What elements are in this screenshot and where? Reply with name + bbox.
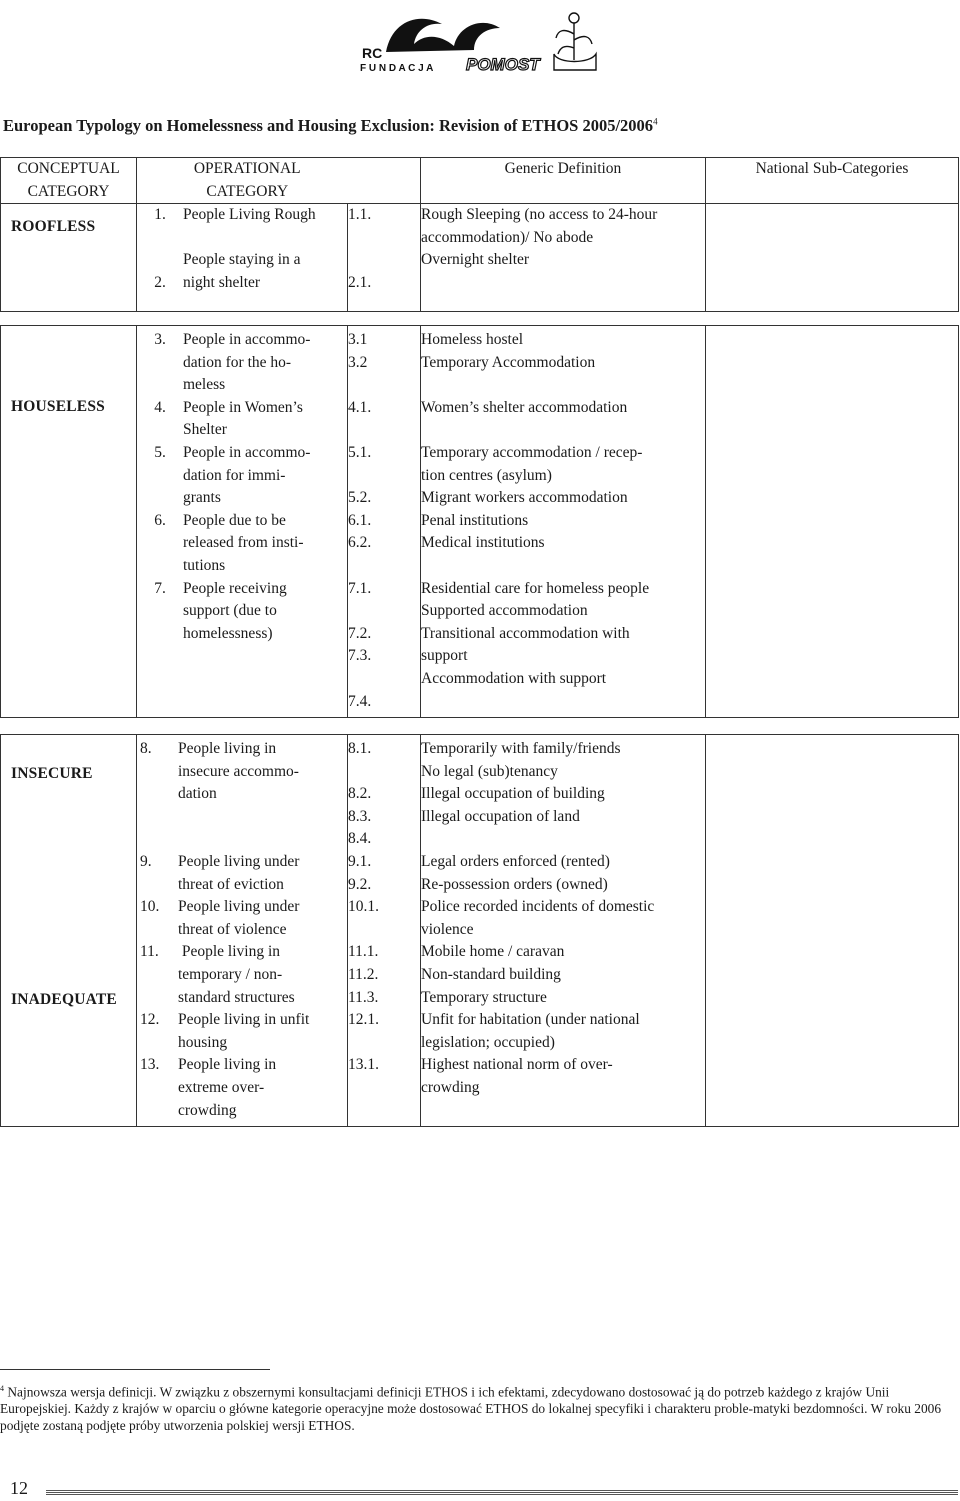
operational-text: threat of eviction: [178, 875, 284, 893]
header-national-subcategories: National Sub-Categories: [706, 158, 959, 204]
logo-wave-icon: [386, 19, 500, 52]
footnote-mark: 4: [0, 1384, 4, 1393]
operational-line: [137, 828, 347, 851]
houseless-generic: [421, 326, 706, 718]
generic-definition-line: violence: [421, 920, 474, 938]
operational-text: extreme over-: [178, 1078, 265, 1096]
fundacja-pomost-logo: [358, 4, 614, 76]
generic-definition-line: Supported accommodation: [421, 602, 588, 620]
definition-code: 8.1.: [348, 740, 372, 757]
definition-code: 6.1.: [348, 511, 372, 529]
generic-definition-line: Re-possession orders (owned): [421, 875, 608, 893]
generic-definition-line: Temporary accommodation / recep-: [421, 443, 643, 461]
operational-text: tutions: [183, 556, 226, 574]
operational-number: [137, 532, 183, 555]
definition-code: 12.1.: [348, 1011, 379, 1029]
logo-pomost: POMOST: [466, 55, 540, 74]
operational-line: [137, 964, 347, 987]
operational-number: [137, 691, 183, 714]
ethos-table-insecure: [0, 734, 959, 1127]
operational-text: People living in: [178, 1056, 277, 1074]
operational-line: [137, 874, 347, 897]
operational-text: homelessness): [183, 624, 273, 642]
operational-text: People in accommo-: [183, 443, 311, 461]
generic-definition-line: Non-standard building: [421, 965, 561, 983]
operational-number: [137, 1032, 178, 1055]
page-footer-rule: [46, 1490, 958, 1496]
title-footnote-mark: 4: [653, 116, 658, 127]
operational-line: [137, 691, 347, 714]
operational-line: [137, 761, 347, 784]
operational-number: [137, 352, 183, 375]
definition-code: 7.4.: [348, 692, 372, 710]
operational-text: People due to be: [183, 511, 286, 529]
operational-number: [137, 806, 178, 829]
ethos-table-houseless: [0, 325, 959, 718]
definition-code: 11.3.: [348, 988, 379, 1006]
roofless-national: [706, 204, 959, 312]
houseless-codes: [348, 326, 421, 718]
generic-definition-line: Women’s shelter accommodation: [421, 398, 628, 416]
operational-line: [137, 1054, 347, 1077]
definition-code: 4.1.: [348, 398, 372, 416]
operational-number: 9.: [140, 852, 152, 870]
operational-line: [137, 987, 347, 1010]
category-insecure-inadequate: [1, 735, 137, 1127]
generic-definition-line: Temporary Accommodation: [421, 353, 596, 371]
generic-definition-line: [421, 691, 705, 714]
operational-text: standard structures: [178, 988, 295, 1006]
operational-text: grants: [183, 489, 221, 507]
footnote: $^4$ Najnowsza wersja definicji. W związku z obszernymi konsultacjami definicji ETHOS i ich efektami, zdecydowano dostosować ją do potrzeb każdego z krajów Unii Europejskiej. Każdy z krajów w oparciu o główne kategorie operacyjne może dostosować ETHOS do lokalnej specyfiki i charakteru proble-matyki bezdomności. W roku 2006 podjęte zostaną podjęte próby utworzenia polskiej wersji ETHOS.: [0, 1384, 942, 1434]
operational-text: dation for the ho-: [183, 353, 292, 371]
operational-line: [137, 510, 347, 533]
definition-code: 3.2: [348, 353, 368, 371]
insecure-operational: [137, 735, 348, 1127]
insecure-generic: [421, 735, 706, 1127]
definition-code: [348, 1032, 420, 1055]
generic-definition-line: Mobile home / caravan: [421, 943, 565, 961]
operational-number: [137, 964, 178, 987]
definition-code: 9.1.: [348, 852, 372, 870]
operational-line: [137, 1077, 347, 1100]
logo-rc: RC: [362, 45, 383, 61]
operational-text: crowding: [178, 1101, 237, 1119]
operational-number: [137, 374, 183, 397]
operational-number: [137, 668, 183, 691]
operational-text: People living in: [178, 740, 277, 757]
operational-number: 5.: [154, 443, 166, 461]
definition-code: 3.1: [348, 331, 368, 348]
operational-line: [137, 1009, 347, 1032]
page-number: 12: [10, 1478, 28, 1498]
definition-code: 10.1.: [348, 898, 379, 916]
generic-definition-line: [421, 555, 705, 578]
definition-code: 7.1.: [348, 579, 372, 597]
generic-definition-line: Penal institutions: [421, 511, 529, 529]
operational-line: [137, 352, 347, 375]
definition-code: [348, 419, 420, 442]
operational-line: [137, 397, 347, 420]
definition-code: 7.2.: [348, 624, 372, 642]
generic-definition-line: Accommodation with support: [421, 669, 607, 687]
generic-definition-line: Illegal occupation of land: [421, 807, 580, 825]
definition-code: 6.2.: [348, 534, 372, 552]
definition-code: 5.1.: [348, 443, 372, 461]
definition-code: [348, 465, 420, 488]
operational-line: [137, 941, 347, 964]
operational-text: insecure accommo-: [178, 762, 299, 780]
generic-definition-line: tion centres (asylum): [421, 466, 552, 484]
operational-number: [137, 600, 183, 623]
operational-number: 4.: [154, 398, 166, 416]
roofless-generic: Rough Sleeping (no access to 24-hour accommodation)/ No abode Overnight shelter: [421, 204, 706, 312]
operational-line: [137, 623, 347, 646]
operational-line: [137, 738, 347, 761]
operational-line: [137, 578, 347, 601]
logo-fundacja: F U N D A C J A: [360, 63, 434, 74]
operational-line: [137, 329, 347, 352]
ethos-table-roofless: [0, 157, 959, 312]
operational-number: [137, 828, 178, 851]
definition-code: [348, 761, 420, 784]
operational-number: [137, 555, 183, 578]
operational-text: support (due to: [183, 602, 277, 620]
header-conceptual-category: CONCEPTUAL CATEGORY: [1, 158, 137, 204]
houseless-national: [706, 326, 959, 718]
operational-text: dation: [178, 785, 217, 803]
operational-text: temporary / non-: [178, 965, 283, 983]
operational-number: [137, 465, 183, 488]
operational-number: 13.: [140, 1056, 160, 1074]
document-title: European Typology on Homelessness and Housing Exclusion: Revision of ETHOS 2005/2006$^4$: [3, 116, 658, 135]
generic-definition-line: Homeless hostel: [421, 331, 524, 348]
generic-definition-line: Residential care for homeless people: [421, 579, 650, 597]
operational-text: People living in unfit: [178, 1011, 310, 1029]
operational-number: 6.: [154, 511, 166, 529]
operational-line: [137, 555, 347, 578]
operational-line: [137, 806, 347, 829]
operational-text: People receiving: [183, 579, 287, 597]
definition-code: 5.2.: [348, 489, 372, 507]
operational-text: People living in: [178, 943, 281, 961]
header-generic-definition: Generic Definition: [421, 158, 706, 204]
operational-line: [137, 668, 347, 691]
operational-line: [137, 783, 347, 806]
category-inadequate: INADEQUATE: [11, 991, 117, 1008]
operational-number: [137, 623, 183, 646]
definition-code: 11.1.: [348, 943, 379, 961]
logo-plant-icon: [554, 13, 596, 70]
operational-line: [137, 465, 347, 488]
houseless-operational: [137, 326, 348, 718]
operational-line: [137, 487, 347, 510]
generic-definition-line: Migrant workers accommodation: [421, 489, 628, 507]
operational-text: People in Women’s: [183, 398, 303, 416]
operational-number: [137, 1077, 178, 1100]
insecure-codes: [348, 735, 421, 1127]
operational-number: [137, 419, 183, 442]
operational-line: [137, 442, 347, 465]
operational-number: [137, 487, 183, 510]
operational-text: housing: [178, 1033, 228, 1051]
header-operational-category: OPERATIONAL CATEGORY: [137, 158, 348, 204]
operational-line: [137, 645, 347, 668]
operational-number: [137, 919, 178, 942]
operational-number: 10.: [140, 898, 160, 916]
generic-definition-line: Medical institutions: [421, 534, 545, 552]
definition-code: [348, 600, 420, 623]
category-roofless: ROOFLESS: [1, 204, 137, 312]
insecure-national: [706, 735, 959, 1127]
definition-code: [348, 1100, 420, 1123]
definition-code: [348, 374, 420, 397]
operational-number: [137, 987, 178, 1010]
operational-line: [137, 1100, 347, 1123]
operational-number: 12.: [140, 1011, 160, 1029]
generic-definition-line: crowding: [421, 1078, 480, 1096]
definition-code: [348, 668, 420, 691]
operational-number: [137, 783, 178, 806]
generic-definition-line: [421, 419, 705, 442]
footnote-rule: [0, 1369, 270, 1370]
definition-code: 7.3.: [348, 647, 372, 665]
roofless-codes: 1.1. 2.1.: [348, 204, 421, 312]
operational-line: [137, 600, 347, 623]
operational-text: threat of violence: [178, 920, 287, 938]
generic-definition-line: [421, 828, 705, 851]
operational-line: [137, 532, 347, 555]
category-insecure: INSECURE: [11, 765, 93, 782]
category-houseless: HOUSELESS: [1, 326, 137, 718]
generic-definition-line: Police recorded incidents of domestic: [421, 898, 655, 916]
generic-definition-line: Transitional accommodation with: [421, 624, 630, 642]
generic-definition-line: No legal (sub)tenancy: [421, 762, 558, 780]
operational-number: 3.: [154, 331, 166, 348]
generic-definition-line: [421, 374, 705, 397]
generic-definition-line: support: [421, 647, 468, 665]
operational-number: 11.: [140, 943, 159, 961]
operational-text: meless: [183, 376, 226, 394]
operational-line: [137, 919, 347, 942]
operational-text: People living under: [178, 852, 300, 870]
generic-definition-line: Temporarily with family/friends: [421, 740, 621, 757]
definition-code: [348, 555, 420, 578]
operational-text: released from insti-: [183, 534, 304, 552]
operational-line: [137, 851, 347, 874]
generic-definition-line: [421, 1100, 705, 1123]
definition-code: [348, 919, 420, 942]
definition-code: 9.2.: [348, 875, 372, 893]
generic-definition-line: Temporary structure: [421, 988, 547, 1006]
generic-definition-line: legislation; occupied): [421, 1033, 555, 1051]
definition-code: 13.1.: [348, 1056, 379, 1074]
operational-text: Shelter: [183, 421, 227, 439]
operational-number: [137, 1100, 178, 1123]
definition-code: 8.4.: [348, 830, 372, 848]
generic-definition-line: Illegal occupation of building: [421, 785, 605, 803]
operational-number: 7.: [154, 579, 166, 597]
definition-code: 8.2.: [348, 785, 372, 803]
operational-text: dation for immi-: [183, 466, 286, 484]
definition-code: 8.3.: [348, 807, 372, 825]
operational-line: [137, 374, 347, 397]
definition-code: 11.2.: [348, 965, 379, 983]
operational-text: People living under: [178, 898, 300, 916]
operational-line: [137, 1032, 347, 1055]
operational-number: [137, 645, 183, 668]
roofless-operational: 1. People Living Rough People staying in a 2. night shelter: [137, 204, 348, 312]
operational-line: [137, 419, 347, 442]
generic-definition-line: Unfit for habitation (under national: [421, 1011, 640, 1029]
operational-text: People in accommo-: [183, 331, 311, 348]
operational-number: [137, 874, 178, 897]
operational-number: [137, 761, 178, 784]
operational-number: 8.: [140, 740, 152, 757]
generic-definition-line: Legal orders enforced (rented): [421, 852, 610, 870]
generic-definition-line: Highest national norm of over-: [421, 1056, 613, 1074]
definition-code: [348, 1077, 420, 1100]
operational-line: [137, 896, 347, 919]
